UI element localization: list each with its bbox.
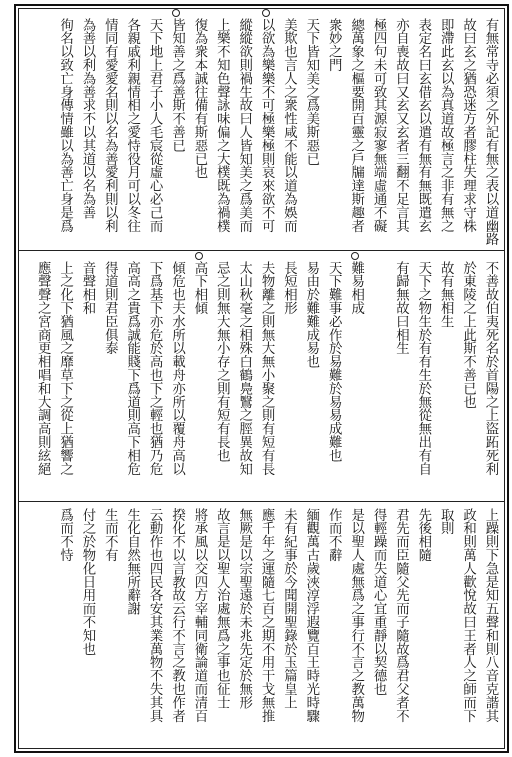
commentary-column: 縱縱欲則禍生故曰人皆知美之爲美而 xyxy=(236,18,252,233)
commentary-column: 君先而臣隨父先而子隨故爲君父者不 xyxy=(393,508,409,723)
scripture-column: 難易相成 xyxy=(348,261,364,315)
commentary-column: 應聲聲之宮商更相唱和大調高則絃絕 xyxy=(35,261,51,476)
commentary-column: 傾危也夫水所以載舟亦所以覆舟高以 xyxy=(169,261,185,476)
commentary-column: 天下地上君子小人毛宸從虛心必己而 xyxy=(147,18,163,233)
scripture-column: 爲而不恃 xyxy=(57,508,73,562)
commentary-column: 各親戚利親情相之愛恃役月可以冬往 xyxy=(124,18,140,233)
commentary-column: 上躁則下急是知五聲和則八音克諧其 xyxy=(482,508,498,723)
commentary-column: 故言是以聖人治處無爲之事也征士 xyxy=(214,508,230,709)
commentary-column: 表定名曰玄借玄以遣有無有無既遣玄 xyxy=(415,18,431,233)
commentary-column: 徇名以致亡身傳情雖以為善亡身是爲 xyxy=(57,18,73,233)
text-register-middle xyxy=(31,261,501,493)
circle-mark xyxy=(262,9,270,17)
text-register-bottom xyxy=(31,508,501,742)
commentary-column: 云動作也四民各安其業萬物不失其具 xyxy=(147,508,163,723)
commentary-column: 政和則萬人歡悅故曰王者人之師而下 xyxy=(460,508,476,723)
commentary-column: 美欺也言人之衆性咸不能以道為娛而 xyxy=(281,18,297,233)
commentary-column: 無厥是以宗聖遠於未兆先定於無形 xyxy=(236,508,252,709)
commentary-column: 故曰玄之猶恐迷方者膠柱失理求守株 xyxy=(460,18,476,233)
commentary-column: 忌之則無大無小存之則有短有長也 xyxy=(214,261,230,462)
commentary-column: 付之於物化日用而不知也 xyxy=(79,508,95,656)
scripture-column: 故有無相生 xyxy=(438,261,454,328)
commentary-column: 即滯此玄以為真道故極言之非有無之 xyxy=(438,18,454,233)
commentary-column: 取則 xyxy=(438,508,454,535)
scripture-column: 生而不有 xyxy=(102,508,118,562)
commentary-column: 生化自然無所辭謝 xyxy=(124,508,140,616)
commentary-column: 太山秋毫之相殊白鶴鳧鷖之脛異故知 xyxy=(236,261,252,476)
scripture-column: 先後相隨 xyxy=(415,508,431,562)
commentary-column: 為善以利為善求不以其道以名為善 xyxy=(79,18,95,219)
commentary-column: 下爲基下亦危於高也下之輕也猶乃危 xyxy=(147,261,163,476)
register-divider xyxy=(18,250,505,251)
text-register-top xyxy=(31,18,501,249)
commentary-column: 易由於難難成易也 xyxy=(303,261,319,369)
scripture-column: 是以聖人處無爲之事行不言之教萬物 xyxy=(348,508,364,723)
commentary-column: 上樂不知色聲詠味偏之大樸既為禍樸 xyxy=(214,18,230,233)
scripture-column: 長短相形 xyxy=(281,261,297,315)
commentary-column: 不善故伯夷死名於首陽之上盜跖死利 xyxy=(482,261,498,476)
commentary-column: 極四句未可致其源寂寥無端虛通不礙 xyxy=(371,18,387,233)
commentary-column: 揆化不以言教故云行不言之教也作者 xyxy=(169,508,185,723)
blank-column xyxy=(31,508,53,742)
commentary-column: 以欲為樂樂不可極樂極則哀來欲不可 xyxy=(259,18,275,233)
commentary-column: 亦自喪故曰又玄又玄者三翻不足言其 xyxy=(393,18,409,233)
circle-mark xyxy=(195,252,203,260)
commentary-column: 高高之貴爲誠能賤下爲道則高下相危 xyxy=(124,261,140,476)
commentary-column: 將承風以交四方宰輔同衛論道而清百 xyxy=(191,508,207,723)
commentary-column: 有歸無故曰相生 xyxy=(393,261,409,355)
commentary-column: 得輕躁而失道心宜重靜以契德也 xyxy=(371,508,387,696)
scripture-column: 衆妙之門 xyxy=(326,18,342,72)
commentary-column: 復為衆本誠往備有斯惡已也 xyxy=(191,18,207,179)
commentary-column: 應千年之運隨七百之期不用干戈無推 xyxy=(259,508,275,723)
blank-column xyxy=(31,18,53,249)
register-divider xyxy=(18,501,505,502)
commentary-column: 得道則君臣俱泰 xyxy=(102,261,118,355)
commentary-column: 夫物離之則無大無小聚之則有短有長 xyxy=(259,261,275,476)
scripture-column: 皆知善之爲善斯不善已 xyxy=(169,18,185,152)
commentary-column: 於東陵之上此斯不善已也 xyxy=(460,261,476,409)
commentary-column: 總萬象之樞要開百靈之戶牖達斯趣者 xyxy=(348,18,364,233)
scripture-column: 作而不辭 xyxy=(326,508,342,562)
commentary-column: 上之化下猶風之靡草下之從上猶響之 xyxy=(57,261,73,476)
scripture-column: 音聲相和 xyxy=(79,261,95,315)
commentary-column: 緬觀萬古歲浹淳浮遐覽百王時光時驟 xyxy=(303,508,319,723)
commentary-column: 未有紀事於今聞開聖錄於玉篇皇上 xyxy=(281,508,297,709)
scripture-column: 天下皆知美之爲美斯惡已 xyxy=(303,18,319,166)
commentary-column: 有無常寺必須之外記有無之表以道幽路 xyxy=(482,18,498,246)
commentary-column: 天下難事必作於易難於易易成難也 xyxy=(326,261,342,462)
scripture-column: 高下相傾 xyxy=(191,261,207,315)
commentary-column: 情同有愛愛名則以名為善愛利則以利 xyxy=(102,18,118,233)
commentary-column: 天下之物生於有有生於無從無出有自 xyxy=(415,261,431,476)
blank-column xyxy=(367,261,389,493)
